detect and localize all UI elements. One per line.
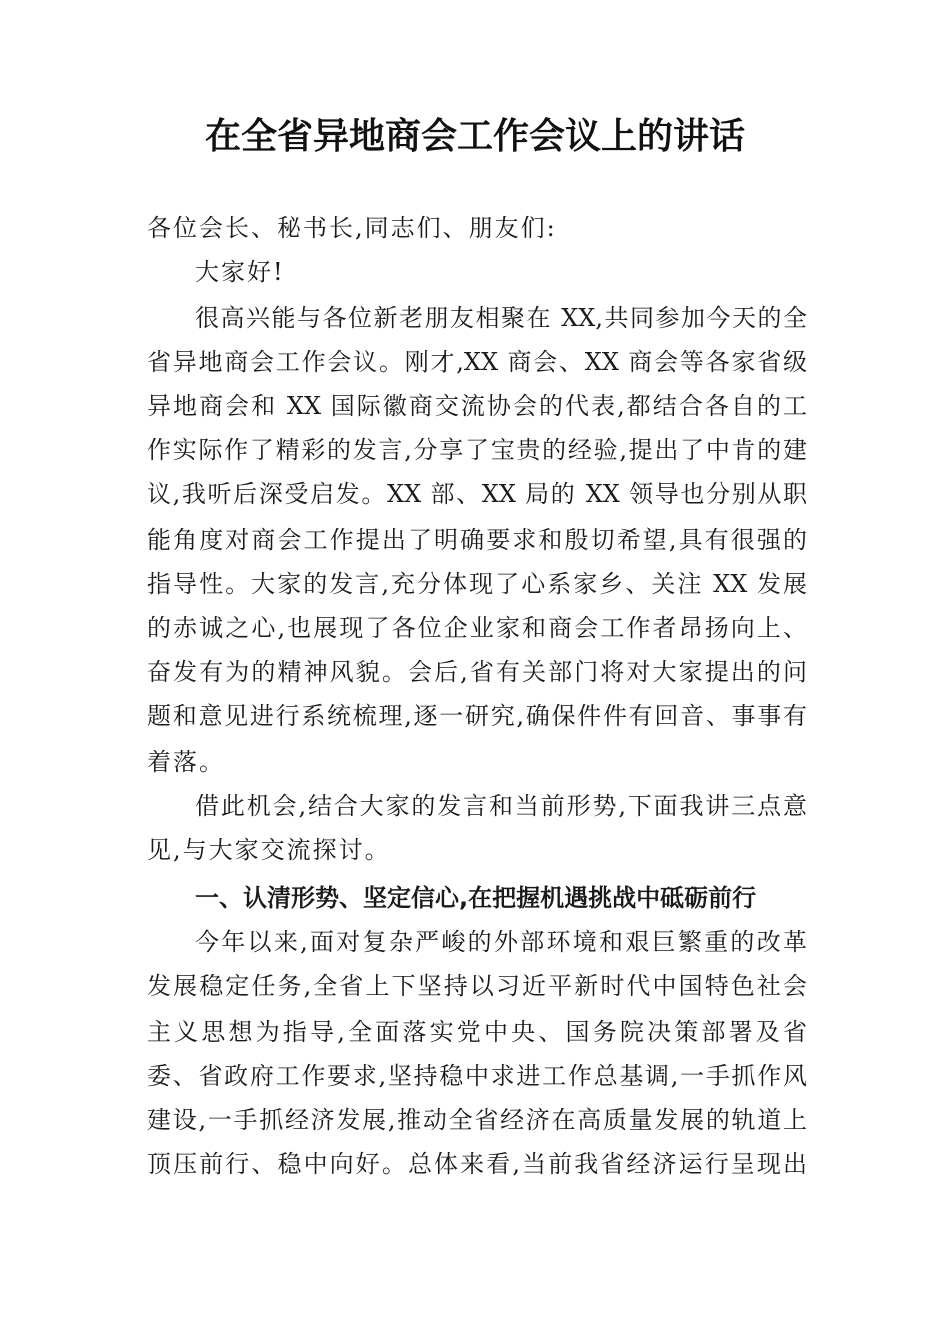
paragraph-line: 委、省政府工作要求,坚持稳中求进工作总基调,一手抓作风 [147, 1062, 807, 1090]
paragraph-line: 顶压前行、稳中向好。总体来看,当前我省经济运行呈现出 [147, 1150, 807, 1178]
paragraph-line: 建设,一手抓经济发展,推动全省经济在高质量发展的轨道上 [147, 1106, 807, 1134]
paragraph-line: 很高兴能与各位新老朋友相聚在 XX,共同参加今天的全 [195, 304, 807, 332]
paragraph-line: 能角度对商会工作提出了明确要求和殷切希望,具有很强的 [147, 526, 807, 554]
document-title: 在全省异地商会工作会议上的讲话 [204, 115, 745, 157]
paragraph-line: 异地商会和 XX 国际徽商交流协会的代表,都结合各自的工 [147, 392, 807, 420]
paragraph-line: 议,我听后深受启发。XX 部、XX 局的 XX 领导也分别从职 [147, 480, 807, 508]
paragraph-line: 着落。 [147, 748, 225, 776]
paragraph-line: 省异地商会工作会议。刚才,XX 商会、XX 商会等各家省级 [147, 348, 807, 376]
section-heading: 一、认清形势、坚定信心,在把握机遇挑战中砥砺前行 [195, 884, 757, 912]
paragraph-line: 的赤诚之心,也展现了各位企业家和商会工作者昂扬向上、 [147, 614, 807, 642]
paragraph-line: 奋发有为的精神风貌。会后,省有关部门将对大家提出的问 [147, 658, 807, 686]
paragraph-line: 见,与大家交流探讨。 [147, 836, 391, 864]
paragraph-line: 发展稳定任务,全省上下坚持以习近平新时代中国特色社会 [147, 972, 807, 1000]
paragraph-line: 借此机会,结合大家的发言和当前形势,下面我讲三点意 [195, 792, 807, 820]
greeting-line: 大家好! [195, 258, 285, 286]
paragraph-line: 主义思想为指导,全面落实党中央、国务院决策部署及省 [147, 1018, 807, 1046]
paragraph-line: 作实际作了精彩的发言,分享了宝贵的经验,提出了中肯的建 [147, 436, 807, 464]
salutation-line: 各位会长、秘书长,同志们、朋友们: [147, 214, 557, 242]
paragraph-line: 指导性。大家的发言,充分体现了心系家乡、关注 XX 发展 [147, 570, 807, 598]
paragraph-line: 今年以来,面对复杂严峻的外部环境和艰巨繁重的改革 [195, 928, 807, 956]
paragraph-line: 题和意见进行系统梳理,逐一研究,确保件件有回音、事事有 [147, 702, 807, 730]
